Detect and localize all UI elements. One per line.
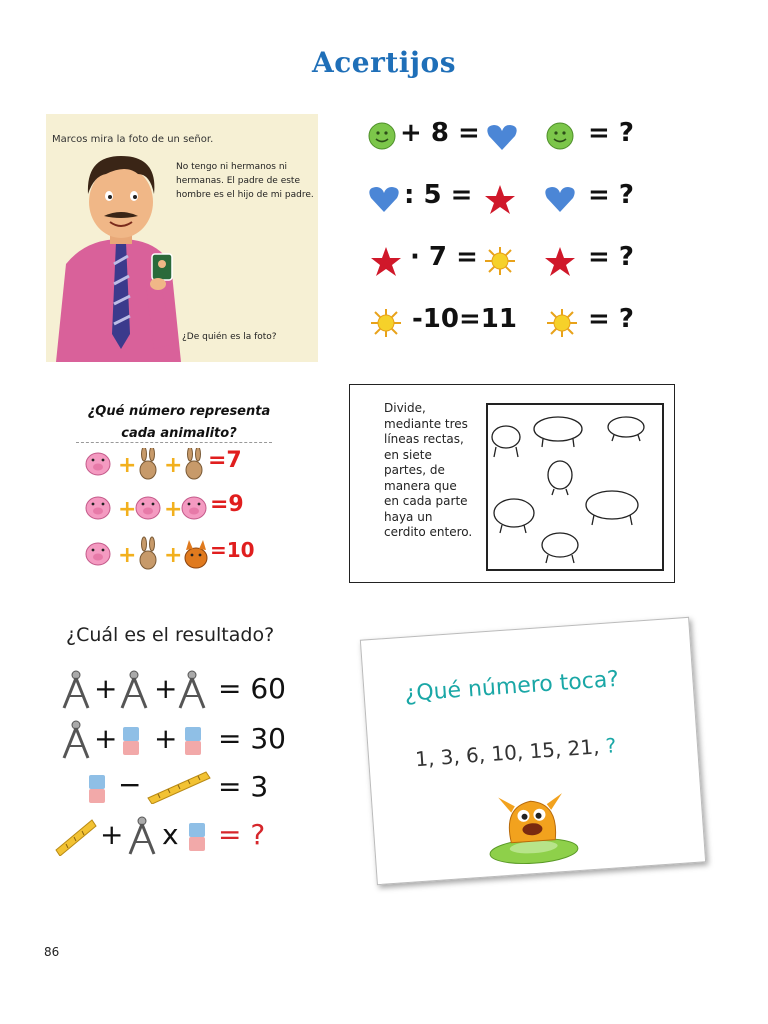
answer-text: = ? <box>588 242 634 272</box>
pigs-drawing-area <box>486 403 664 571</box>
compass-icon <box>58 720 94 760</box>
svg-text:+: + <box>118 543 137 568</box>
star-icon <box>484 184 516 214</box>
animals-row <box>84 536 274 572</box>
sequence-question: ¿Qué número toca? <box>403 666 620 707</box>
svg-text:+: + <box>118 453 137 478</box>
speech-bubble-text: No tengo ni hermanos ni hermanas. El padre de este hombre es el hijo de mi padre. <box>176 162 314 200</box>
tools-question: ¿Cuál es el resultado? <box>66 624 275 646</box>
tools-result: = 3 <box>218 770 269 803</box>
pigs-illustration <box>488 405 662 569</box>
riddle-question: ¿De quién es la foto? <box>182 332 277 342</box>
alien-illustration <box>479 778 585 869</box>
tools-row <box>54 768 322 808</box>
smiley-icon <box>546 122 574 150</box>
sequence-numbers: 1, 3, 6, 10, 15, 21, <box>414 734 601 772</box>
pig-icon <box>86 453 110 475</box>
answer-text: = ? <box>588 118 634 148</box>
symbol-equations-panel <box>356 108 666 348</box>
pig-icon <box>86 497 110 519</box>
cat-icon <box>185 540 207 568</box>
animals-result: =7 <box>208 448 242 473</box>
equation-text: : 5 = <box>404 180 473 210</box>
pig-icon <box>182 497 206 519</box>
ruler-icon <box>54 818 98 856</box>
sequence-values <box>414 733 617 771</box>
smiley-icon <box>368 122 396 150</box>
tools-row <box>54 720 322 760</box>
operator: + <box>100 818 124 851</box>
operator: + <box>94 672 118 705</box>
pig-drawing <box>494 499 534 533</box>
photo-riddle-panel <box>46 114 318 362</box>
equation-row <box>356 240 666 280</box>
sun-icon <box>370 308 402 338</box>
operator: + <box>154 672 178 705</box>
tools-row <box>54 816 322 856</box>
ruler-icon <box>146 770 212 804</box>
tools-row <box>54 670 322 710</box>
divider <box>76 442 272 443</box>
animals-row-graphic <box>84 448 274 480</box>
star-icon <box>370 246 402 276</box>
rabbit-icon <box>140 537 156 569</box>
pig-drawing <box>548 461 572 495</box>
equation-row <box>356 302 666 342</box>
pig-drawing <box>492 426 520 457</box>
eraser-icon <box>184 726 202 756</box>
animals-row-graphic <box>84 492 274 524</box>
eraser-icon <box>122 726 140 756</box>
answer-text: = ? <box>588 304 634 334</box>
svg-text:+: + <box>164 497 183 522</box>
equation-text: + 8 = <box>400 118 480 148</box>
svg-text:+: + <box>164 453 183 478</box>
animals-question-line2: cada animalito? <box>121 426 237 441</box>
operator: + <box>94 722 118 755</box>
pig-icon <box>136 497 160 519</box>
animals-question-line1: ¿Qué número representa <box>87 404 271 419</box>
riddle-intro: Marcos mira la foto de un señor. <box>52 134 214 145</box>
equation-text: · 7 = <box>410 242 478 272</box>
pig-drawing <box>608 417 644 441</box>
animals-riddle-panel <box>74 398 284 584</box>
pig-drawing <box>542 533 578 563</box>
equation-text: -10=11 <box>412 304 517 334</box>
eraser-icon <box>188 822 206 852</box>
heart-icon <box>544 184 576 214</box>
heart-icon <box>486 122 518 152</box>
animals-row <box>84 448 274 484</box>
animals-result: =9 <box>210 492 244 517</box>
tools-result: = 60 <box>218 672 286 705</box>
heart-icon <box>368 184 400 214</box>
answer-text: = ? <box>588 180 634 210</box>
rabbit-icon <box>186 448 202 479</box>
animals-row <box>84 492 274 528</box>
tools-equations-panel <box>54 618 322 866</box>
svg-text:+: + <box>164 543 183 568</box>
svg-text:+: + <box>118 497 137 522</box>
operator: + <box>154 722 178 755</box>
equation-row <box>356 178 666 218</box>
operator: x <box>162 818 179 851</box>
sequence-unknown: ? <box>604 733 618 758</box>
page-number: 86 <box>44 945 60 959</box>
compass-icon <box>58 670 94 710</box>
sun-icon <box>484 246 516 276</box>
page-title: Acertijos <box>312 46 456 79</box>
pig-drawing <box>534 417 582 447</box>
eraser-icon <box>88 774 106 804</box>
star-icon <box>544 246 576 276</box>
tools-result: = 30 <box>218 722 286 755</box>
pigs-instruction: Divide, mediante tres líneas rectas, en siete partes, de manera que en cada parte haya un cerdito entero. <box>384 401 473 539</box>
equation-row <box>356 116 666 156</box>
operator: − <box>118 768 142 801</box>
pigs-puzzle-panel <box>349 384 675 583</box>
sun-icon <box>546 308 578 338</box>
compass-icon <box>116 670 152 710</box>
man-illustration <box>46 144 186 362</box>
pig-drawing <box>586 491 638 525</box>
sequence-card-panel <box>360 617 706 885</box>
compass-icon <box>124 816 160 856</box>
compass-icon <box>174 670 210 710</box>
pig-icon <box>86 543 110 565</box>
rabbit-icon <box>140 448 156 479</box>
animals-result: =10 <box>210 538 255 562</box>
tools-result: = ? <box>218 818 266 851</box>
